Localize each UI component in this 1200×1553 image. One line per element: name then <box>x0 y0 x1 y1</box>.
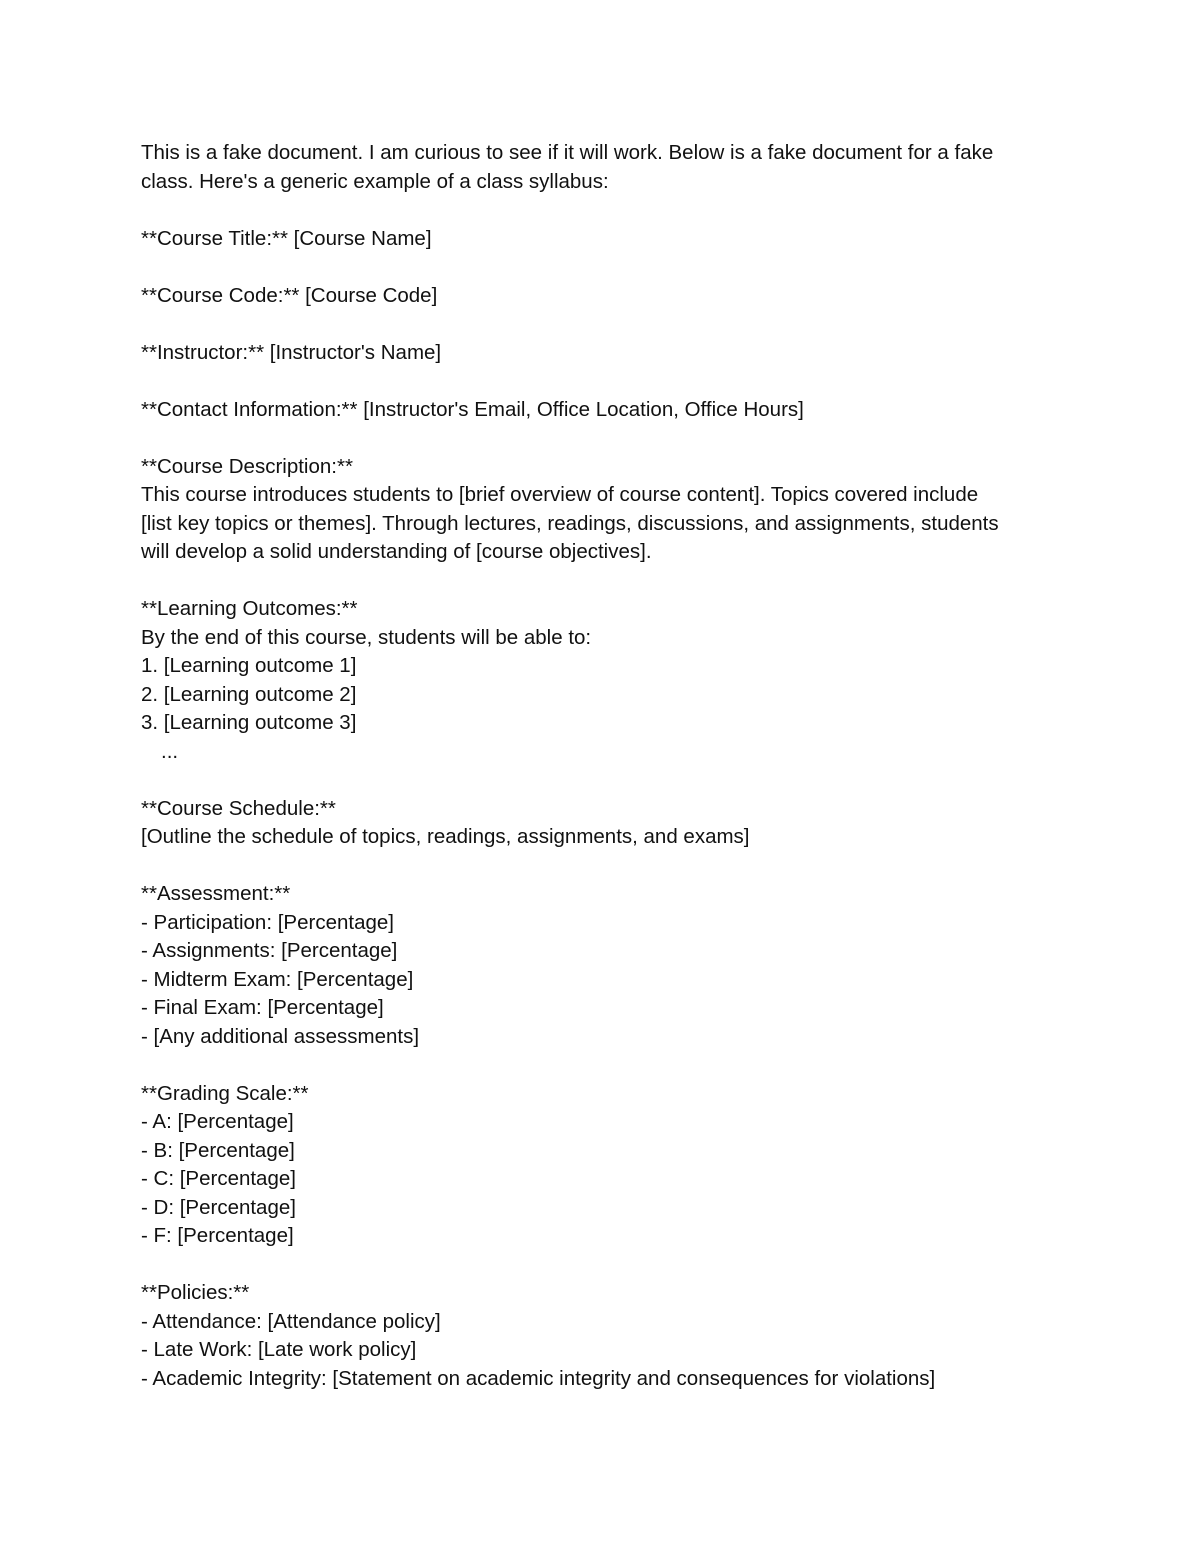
outcomes-lead: By the end of this course, students will be able to: <box>141 625 592 649</box>
contact-line <box>141 396 1061 425</box>
contact-text: **Contact Information:** [Instructor's Email, Office Location, Office Hours] <box>141 397 804 421</box>
list-item: - D: [Percentage] <box>141 1195 296 1219</box>
list-item: 3. [Learning outcome 3] <box>141 711 357 734</box>
course-description-section <box>141 453 1061 567</box>
assessment-section <box>141 880 1061 1051</box>
section-heading: **Learning Outcomes:** <box>141 597 358 620</box>
outcomes-ellipsis: ... <box>161 739 179 763</box>
policies-section <box>141 1279 1061 1393</box>
list-item: - B: [Percentage] <box>141 1138 295 1162</box>
list-item: - C: [Percentage] <box>141 1167 296 1190</box>
grading-scale-section <box>141 1080 1061 1251</box>
list-item: - Participation: [Percentage] <box>141 910 394 934</box>
list-item: 2. [Learning outcome 2] <box>141 682 357 706</box>
list-item: - Midterm Exam: [Percentage] <box>141 967 414 991</box>
section-heading: **Grading Scale:** <box>141 1081 309 1105</box>
course-code-line <box>141 282 1061 311</box>
section-heading: **Course Schedule:** <box>141 796 336 820</box>
intro-line: This is a fake document. I am curious to see if it will work. Below is a fake document for a fake <box>141 141 994 164</box>
instructor-line <box>141 339 1061 368</box>
section-heading: **Policies:** <box>141 1281 250 1304</box>
document-body <box>141 139 1061 1393</box>
intro-line: class. Here's a generic example of a class syllabus: <box>141 169 609 193</box>
list-item: - Final Exam: [Percentage] <box>141 996 384 1019</box>
description-line: This course introduces students to [brief overview of course content]. Topics covered include <box>141 483 979 506</box>
description-line: will develop a solid understanding of [course objectives]. <box>141 540 652 563</box>
list-item: - A: [Percentage] <box>141 1110 294 1133</box>
instructor-text: **Instructor:** [Instructor's Name] <box>141 340 442 364</box>
list-item: - F: [Percentage] <box>141 1224 294 1247</box>
section-heading: **Course Description:** <box>141 454 353 478</box>
section-heading: **Assessment:** <box>141 882 291 905</box>
list-item: 1. [Learning outcome 1] <box>141 654 357 677</box>
course-title-line <box>141 225 1061 254</box>
course-code-text: **Course Code:** [Course Code] <box>141 283 438 307</box>
schedule-text: [Outline the schedule of topics, readings, assignments, and exams] <box>141 825 750 848</box>
list-item: - [Any additional assessments] <box>141 1024 420 1048</box>
list-item: - Attendance: [Attendance policy] <box>141 1309 441 1333</box>
course-title-text: **Course Title:** [Course Name] <box>141 226 432 250</box>
list-item: - Late Work: [Late work policy] <box>141 1338 417 1361</box>
description-line: [list key topics or themes]. Through lectures, readings, discussions, and assignments, students <box>141 511 999 535</box>
list-item: - Assignments: [Percentage] <box>141 939 398 962</box>
intro-paragraph <box>141 139 1061 196</box>
list-item: - Academic Integrity: [Statement on academic integrity and consequences for violations] <box>141 1366 936 1390</box>
course-schedule-section <box>141 795 1061 852</box>
learning-outcomes-section <box>141 595 1061 766</box>
